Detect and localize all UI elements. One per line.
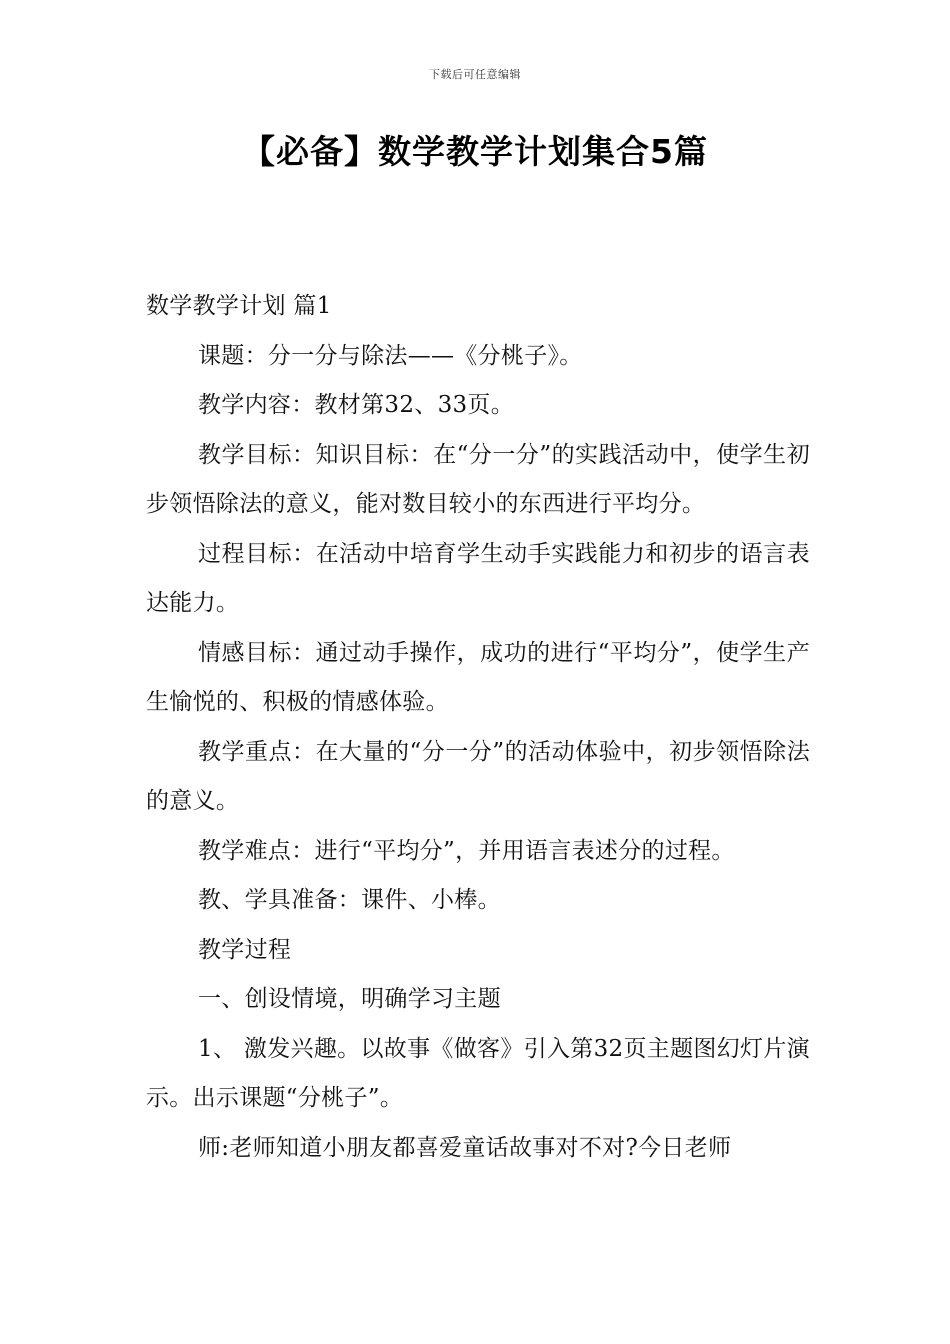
header-note: 下载后可任意编辑 xyxy=(429,68,521,81)
paragraph-key-point: 教学重点：在大量的“分一分”的活动体验中，初步领悟除法的意义。 xyxy=(146,738,810,814)
paragraph-knowledge-goal: 教学目标：知识目标：在“分一分”的实践活动中，使学生初步领悟除法的意义，能对数目较小的东西进行平均分。 xyxy=(146,441,810,517)
paragraph-topic: 课题：分一分与除法——《分桃子》。 xyxy=(198,342,583,369)
paragraph-difficulty: 教学难点：进行“平均分”，并用语言表述分的过程。 xyxy=(198,837,735,864)
document-title: 【必备】数学教学计划集合5篇 xyxy=(242,132,708,171)
paragraph-process-goal: 过程目标：在活动中培育学生动手实践能力和初步的语言表达能力。 xyxy=(146,540,810,616)
paragraph-emotion-goal: 情感目标：通过动手操作，成功的进行“平均分”，使学生产生愉悦的、积极的情感体验。 xyxy=(146,639,810,715)
document-body xyxy=(146,282,810,1173)
paragraph-teacher-line: 师:老师知道小朋友都喜爱童话故事对不对?今日老师 xyxy=(198,1134,732,1161)
paragraph-materials: 教、学具准备：课件、小棒。 xyxy=(198,887,501,913)
paragraph-process-heading: 教学过程 xyxy=(198,936,292,963)
paragraph-content: 教学内容：教材第32、33页。 xyxy=(198,392,515,418)
section-heading: 数学教学计划 篇1 xyxy=(146,293,332,319)
paragraph-step-one: 一、创设情境，明确学习主题 xyxy=(198,986,501,1012)
paragraph-step-one-detail: 1、 激发兴趣。以故事《做客》引入第32页主题图幻灯片演示。出示课题“分桃子”。 xyxy=(146,1035,810,1111)
